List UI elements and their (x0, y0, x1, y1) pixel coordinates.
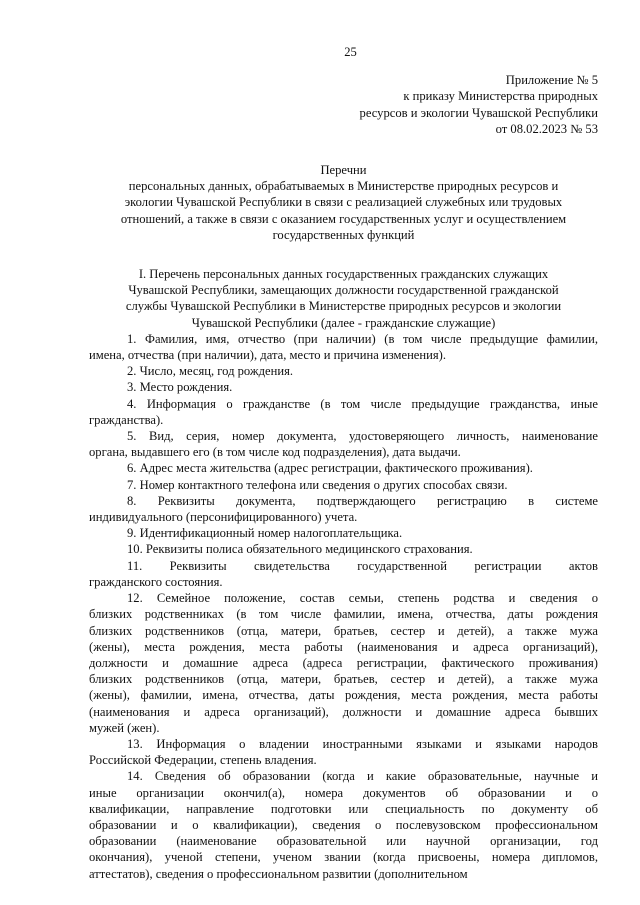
list-item (89, 363, 598, 379)
list-item (89, 558, 598, 590)
list-item-line: близких родственниках (в том числе фамилии, имена, отчества, даты рождения (89, 607, 598, 622)
list-item-line: 14. Сведения об образовании (когда и какие образовательные, научные и (127, 769, 598, 784)
appendix-header (89, 72, 598, 137)
list-item-line: аттестатов), сведения о профессиональном развитии (дополнительном (89, 866, 468, 881)
section-title (89, 266, 598, 331)
list-item-line: гражданского состояния. (89, 574, 223, 589)
list-item-line: 11. Реквизиты свидетельства государственной регистрации актов (127, 558, 598, 573)
appendix-line: от 08.02.2023 № 53 (495, 121, 598, 136)
list-item-line: (жены), места рождения, места работы (наименования и адреса организаций), (89, 639, 598, 654)
list-item-line: должности и домашние адреса (адреса регистрации, фактического проживания) (89, 655, 598, 670)
title-line: отношений, а также в связи с оказанием государственных услуг и осуществлением (120, 211, 567, 226)
list-item (89, 493, 598, 525)
list-item-line: близких родственников (отца, матери, братьев, сестер и детей), а также мужа (89, 672, 598, 687)
title-line: Перечни (320, 163, 367, 178)
list-item (89, 736, 598, 768)
list-item (89, 541, 598, 557)
list-item (89, 379, 598, 395)
list-item-line: 13. Информация о владении иностранными языками и языками народов (127, 736, 598, 751)
list-item-line: квалификации, направление подготовки или специальность по документу об (89, 801, 598, 816)
list-item (89, 768, 598, 881)
title-line: экологии Чувашской Республики в связи с реализацией служебных или трудовых (124, 195, 563, 210)
list-item-line: иные организации окончил(а), номера документов об образовании и о (89, 785, 598, 800)
list-item-line: 12. Семейное положение, состав семьи, степень родства и сведения о (127, 591, 598, 606)
list-item-line: мужей (жен). (89, 720, 160, 735)
list-item-line: индивидуального (персонифицированного) учета. (89, 510, 358, 525)
section-title-line: I. Перечень персональных данных государственных гражданских служащих (138, 267, 549, 282)
list-item (89, 477, 598, 493)
list-item-line: 1. Фамилия, имя, отчество (при наличии) (в том числе предыдущие фамилии, (127, 331, 598, 346)
list-item-line: близких родственников (отца, матери, братьев, сестер и детей), а также мужа (89, 623, 598, 638)
list-item-line: гражданства). (89, 412, 164, 427)
list-item (89, 396, 598, 428)
section-title-line: Чувашской Республики (далее - гражданские служащие) (191, 315, 496, 330)
list-item-line: образовании (наименование образовательной или научной организации, год (89, 834, 598, 849)
list-item-line: 2. Число, месяц, год рождения. (127, 364, 294, 379)
list-item-line: (наименования и адреса организаций), должности и домашние адреса бывших (89, 704, 598, 719)
section-title-line: службы Чувашской Республики в Министерстве природных ресурсов и экологии (125, 299, 562, 314)
list-item-line: (жены), фамилии, имена, отчества, даты рождения, места рождения, места работы (89, 688, 598, 703)
list-item-line: 10. Реквизиты полиса обязательного медицинского страхования. (127, 542, 473, 557)
list-item (89, 428, 598, 460)
list-item (89, 525, 598, 541)
list-item-line: окончания), ученой степени, ученом звании (когда присвоены, номера дипломов, (89, 850, 598, 865)
document-title (89, 162, 598, 243)
list-item-line: 6. Адрес места жительства (адрес регистрации, фактического проживания). (127, 461, 533, 476)
list-item (89, 460, 598, 476)
list-item-line: имена, отчества (при наличии), дата, место и причина изменения). (89, 348, 447, 363)
list-item (89, 331, 598, 363)
list-item-line: 5. Вид, серия, номер документа, удостоверяющего личность, наименование (127, 429, 598, 444)
items-list (89, 331, 598, 882)
section-title-line: Чувашской Республики, замещающих должности государственной гражданской (128, 283, 559, 298)
title-line: персональных данных, обрабатываемых в Министерстве природных ресурсов и (128, 179, 559, 194)
list-item-line: 9. Идентификационный номер налогоплательщика. (127, 526, 403, 541)
title-line: государственных функций (272, 227, 415, 242)
list-item-line: образовании и о квалификации), сведения о послевузовском профессиональном (89, 817, 598, 832)
list-item (89, 590, 598, 736)
list-item-line: 4. Информация о гражданстве (в том числе предыдущие гражданства, иные (127, 396, 598, 411)
page-number: 25 (344, 45, 357, 59)
list-item-line: органа, выдавшего его (в том числе код подразделения), дата выдачи. (89, 445, 461, 460)
list-item-line: Российской Федерации, степень владения. (89, 753, 317, 768)
list-item-line: 3. Место рождения. (127, 380, 233, 395)
appendix-line: Приложение № 5 (505, 73, 598, 88)
list-item-line: 8. Реквизиты документа, подтверждающего регистрацию в системе (127, 493, 598, 508)
appendix-line: к приказу Министерства природных (403, 89, 598, 104)
list-item-line: 7. Номер контактного телефона или сведения о других способах связи. (127, 477, 508, 492)
appendix-line: ресурсов и экологии Чувашской Республики (359, 105, 598, 120)
